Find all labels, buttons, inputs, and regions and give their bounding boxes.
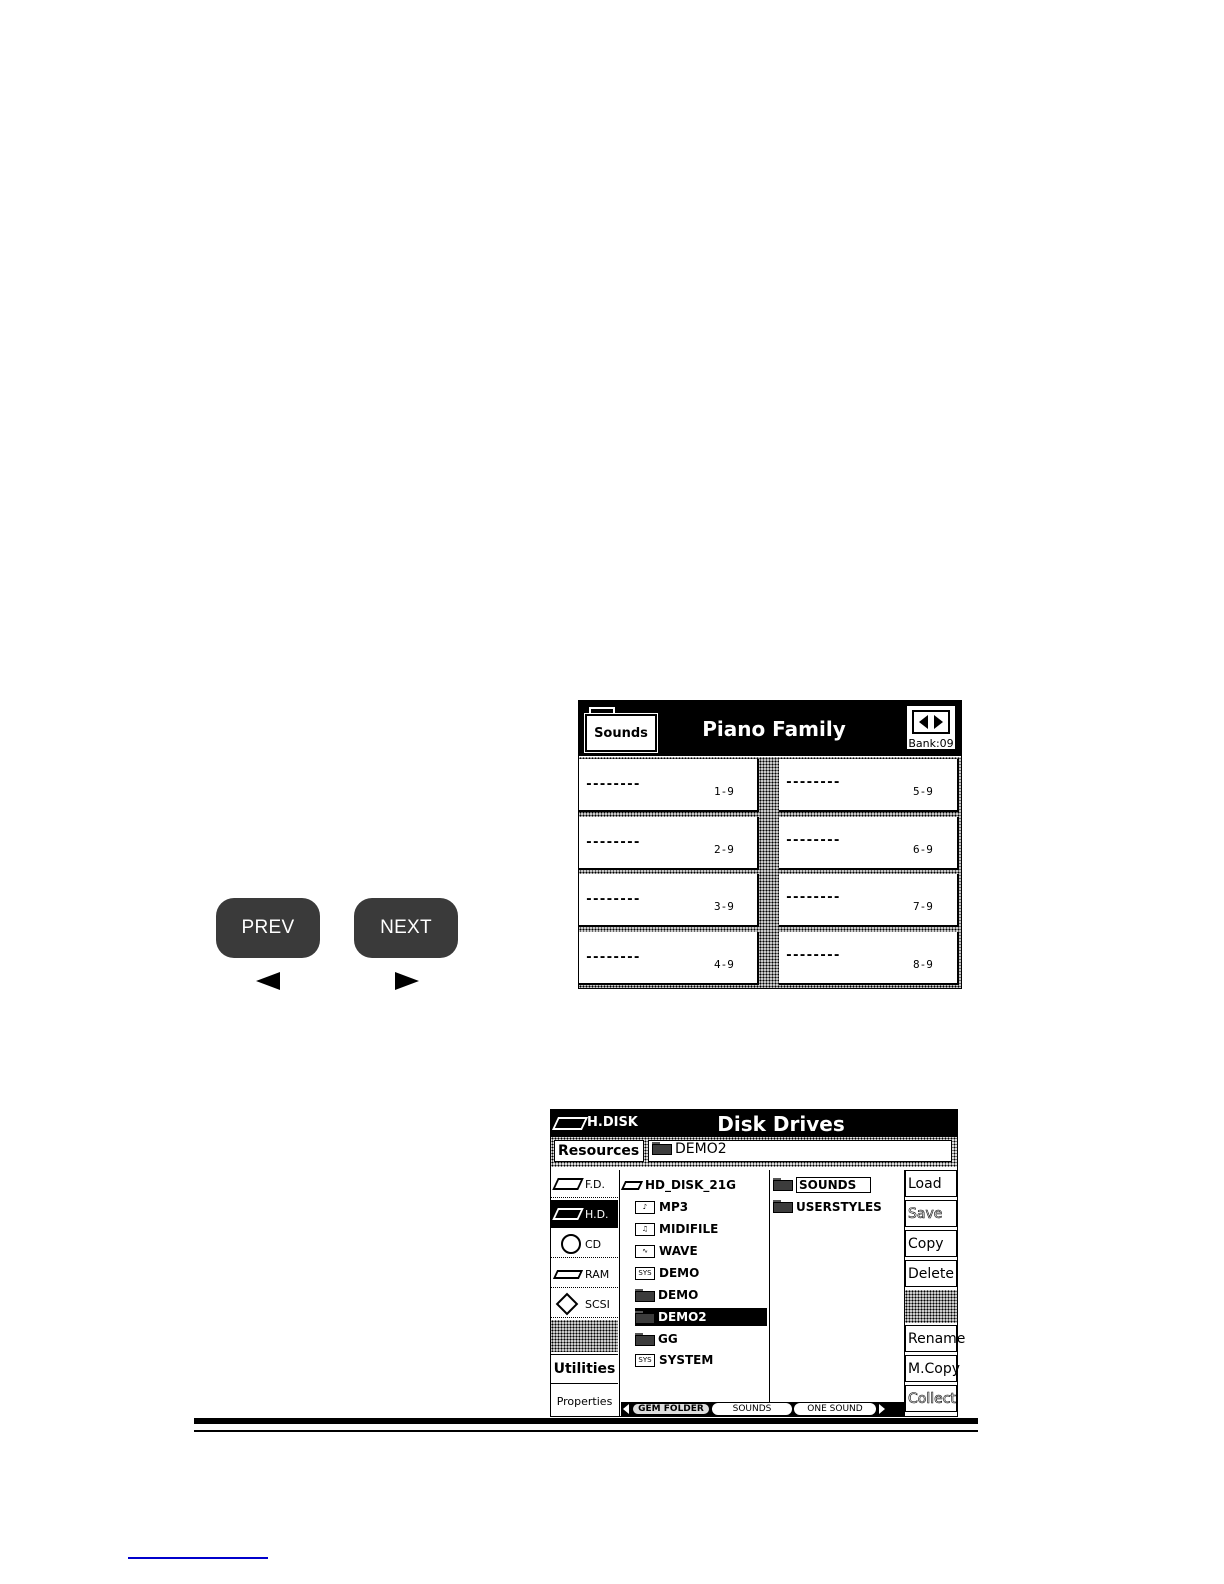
cd-icon <box>561 1234 581 1254</box>
bank-label: Bank:09 <box>908 737 954 750</box>
sound-slot-name: -------- <box>585 892 640 907</box>
sound-slot-name: -------- <box>785 890 840 905</box>
properties-button[interactable]: Properties <box>556 1394 613 1408</box>
save-button[interactable]: Save <box>905 1200 957 1227</box>
sound-slot-5[interactable] <box>779 759 959 812</box>
scsi-icon <box>556 1293 579 1316</box>
mp3-folder-icon: ♪ <box>635 1201 655 1214</box>
sounds-folder-button[interactable] <box>585 707 657 751</box>
bank-selector[interactable] <box>905 704 957 751</box>
footnote-rule <box>128 1557 268 1559</box>
folder-icon <box>635 1311 655 1324</box>
drive-hd[interactable] <box>551 1200 618 1228</box>
ram-icon <box>553 1270 583 1279</box>
folder-icon <box>773 1178 793 1191</box>
tree-item-midifile[interactable] <box>635 1220 718 1238</box>
sounds-folder-label: Sounds <box>585 714 657 752</box>
sound-slot-number: 7-9 <box>913 900 933 913</box>
drive-scsi[interactable] <box>551 1290 618 1318</box>
utilities-button[interactable]: Utilities <box>551 1354 618 1384</box>
sound-slot-8[interactable] <box>779 932 959 985</box>
next-button[interactable]: NEXT <box>354 898 458 958</box>
bank-arrows-icon[interactable] <box>912 710 950 734</box>
footer-rule <box>194 1430 978 1432</box>
tree-item-label: DEMO <box>659 1266 700 1280</box>
midifile-folder-icon: ♫ <box>635 1223 655 1236</box>
tree-item-label: GG <box>658 1332 678 1346</box>
folder-tree <box>621 1170 770 1402</box>
sound-slot-number: 1-9 <box>714 785 734 798</box>
drive-fd-label: F.D. <box>585 1178 606 1191</box>
tree-item-label: SYSTEM <box>659 1353 714 1367</box>
drive-hd-label: H.D. <box>585 1208 609 1221</box>
drive-cd[interactable] <box>551 1230 618 1258</box>
chevron-left-icon <box>623 1404 629 1414</box>
mcopy-button[interactable]: M.Copy <box>905 1355 957 1382</box>
wave-folder-icon: ∿ <box>635 1245 655 1258</box>
file-list <box>771 1170 903 1402</box>
action-spacer <box>905 1290 957 1323</box>
sounds-screen <box>578 700 962 989</box>
sound-slot-number: 3-9 <box>714 900 734 913</box>
filter-tabs <box>621 1402 904 1416</box>
sys-folder-icon: SYS <box>635 1354 655 1367</box>
sound-slot-number: 4-9 <box>714 958 734 971</box>
sounds-header <box>579 701 961 756</box>
tab-scroll-right[interactable] <box>877 1402 887 1416</box>
tree-item-label: DEMO <box>658 1288 699 1302</box>
bank-prev-icon[interactable] <box>919 715 928 729</box>
resources-bar <box>551 1137 957 1167</box>
collect-button[interactable]: Collect <box>905 1385 957 1412</box>
rename-button[interactable]: Rename <box>905 1325 957 1352</box>
sound-slot-4[interactable] <box>579 932 759 985</box>
drive-scsi-label: SCSI <box>585 1298 610 1311</box>
tree-root[interactable] <box>623 1176 736 1194</box>
drive-cd-label: CD <box>585 1238 602 1251</box>
tab-one-sound[interactable]: ONE SOUND <box>794 1403 876 1415</box>
disk-header <box>551 1110 957 1137</box>
delete-button[interactable]: Delete <box>905 1260 957 1287</box>
tree-root-label: HD_DISK_21G <box>645 1178 736 1192</box>
tree-item-wave[interactable] <box>635 1242 698 1260</box>
drive-sidebar <box>551 1170 620 1416</box>
drive-ram[interactable] <box>551 1260 618 1288</box>
sidebar-spacer <box>551 1320 618 1352</box>
drive-label: H.DISK <box>587 1115 638 1130</box>
file-item-label: USERSTYLES <box>796 1199 882 1214</box>
folder-icon <box>652 1142 672 1155</box>
tree-item-demo2[interactable] <box>635 1308 767 1326</box>
tree-item-label: MP3 <box>659 1200 689 1214</box>
sound-slot-name: -------- <box>785 775 840 790</box>
hard-disk-icon <box>552 1117 588 1130</box>
load-button[interactable]: Load <box>905 1170 957 1197</box>
tree-item-system[interactable] <box>635 1351 713 1369</box>
current-path-field <box>648 1140 952 1162</box>
file-item-sounds[interactable] <box>773 1176 871 1193</box>
tree-item-demo[interactable] <box>635 1286 698 1304</box>
sound-slot-2[interactable] <box>579 817 759 870</box>
tree-item-gg[interactable] <box>635 1330 678 1348</box>
sound-slot-name: -------- <box>785 833 840 848</box>
sound-slot-name: -------- <box>585 777 640 792</box>
right-arrow-icon <box>395 972 419 990</box>
footer-rule <box>194 1418 978 1424</box>
drive-fd[interactable] <box>551 1170 618 1198</box>
floppy-icon <box>552 1178 584 1190</box>
folder-icon <box>773 1200 793 1213</box>
folder-icon <box>635 1289 655 1302</box>
hard-disk-icon <box>621 1181 643 1190</box>
left-arrow-icon <box>256 972 280 990</box>
disk-title: Disk Drives <box>717 1111 845 1136</box>
sound-slot-7[interactable] <box>779 874 959 927</box>
sound-slot-number: 5-9 <box>913 785 933 798</box>
sys-folder-icon: SYS <box>635 1267 655 1280</box>
sound-slot-6[interactable] <box>779 817 959 870</box>
tab-gem-folder[interactable]: GEM FOLDER <box>632 1403 710 1415</box>
tab-scroll-left[interactable] <box>621 1402 631 1416</box>
hard-disk-icon <box>552 1208 584 1220</box>
disk-drives-screen <box>550 1109 966 1417</box>
sound-slot-grid <box>579 757 961 988</box>
tree-item-label: MIDIFILE <box>659 1222 719 1236</box>
sound-slot-1[interactable] <box>579 759 759 812</box>
sound-slot-number: 6-9 <box>913 843 933 856</box>
tree-item-demo-sys[interactable] <box>635 1264 699 1282</box>
sound-slot-3[interactable] <box>579 874 759 927</box>
copy-button[interactable]: Copy <box>905 1230 957 1257</box>
bank-next-icon[interactable] <box>934 715 943 729</box>
sound-slot-number: 8-9 <box>913 958 933 971</box>
chevron-right-icon <box>879 1404 885 1414</box>
drive-ram-label: RAM <box>585 1268 610 1281</box>
tree-item-label: DEMO2 <box>658 1310 707 1324</box>
sound-slot-name: -------- <box>585 835 640 850</box>
file-item-label: SOUNDS <box>796 1177 871 1193</box>
prev-button[interactable]: PREV <box>216 898 320 958</box>
current-path: DEMO2 <box>675 1141 727 1157</box>
sound-slot-name: -------- <box>585 950 640 965</box>
resources-button[interactable]: Resources <box>554 1140 644 1162</box>
sound-slot-name: -------- <box>785 948 840 963</box>
tab-sounds[interactable]: SOUNDS <box>712 1403 792 1415</box>
sound-slot-number: 2-9 <box>714 843 734 856</box>
folder-icon <box>635 1333 655 1346</box>
tree-item-mp3[interactable] <box>635 1198 688 1216</box>
sounds-title: Piano Family <box>702 716 846 741</box>
file-item-userstyles[interactable] <box>773 1198 882 1215</box>
action-column <box>904 1170 966 1416</box>
tree-item-label: WAVE <box>659 1244 698 1258</box>
